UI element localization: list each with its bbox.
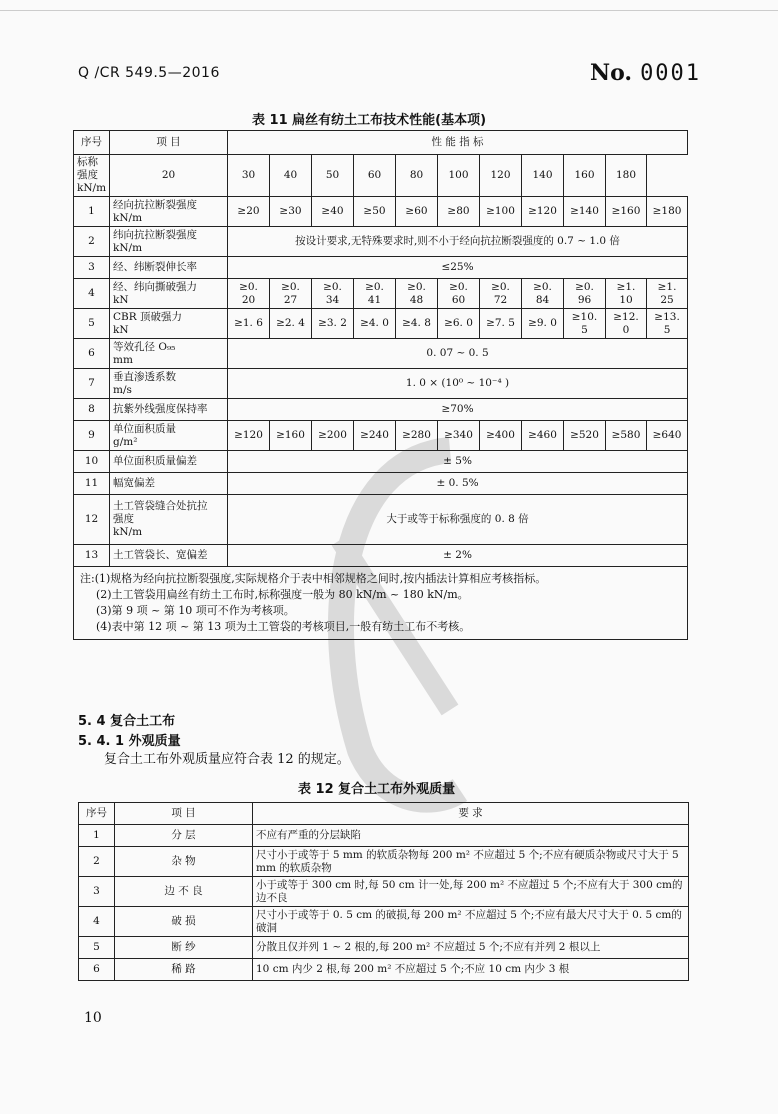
t11-merged-value: 0. 07 ~ 0. 5 — [228, 339, 688, 369]
t11-item-line: 土工管袋长、宽偏差 — [113, 549, 208, 561]
t11-row — [74, 257, 688, 279]
t12-requirement: 分散且仅并列 1 ~ 2 根的,每 200 m² 不应超过 5 个;不应有并列 2 根以上 — [253, 937, 689, 959]
t11-value: ≥60 — [396, 197, 438, 227]
t11-value: ≥200 — [312, 421, 354, 451]
t11-value: ≥2. 4 — [270, 309, 312, 339]
standard-number: Q /CR 549.5—2016 — [78, 65, 220, 81]
t11-value: ≥520 — [564, 421, 606, 451]
t11-merged-value: ± 2% — [228, 545, 688, 567]
t11-value: ≥460 — [522, 421, 564, 451]
t11-value: ≥340 — [438, 421, 480, 451]
t11-item-line: 单位面积质量偏差 — [113, 455, 197, 467]
t11-value: ≥6. 0 — [438, 309, 480, 339]
t11-nominal-value: 80 — [396, 155, 438, 197]
t11-item-line: 垂直渗透系数 — [113, 370, 176, 383]
t11-seq: 10 — [74, 451, 110, 473]
t11-seq: 8 — [74, 399, 110, 421]
t11-nominal-value: 140 — [522, 155, 564, 197]
t12-row — [79, 959, 689, 981]
t11-row — [74, 309, 688, 339]
t11-seq: 3 — [74, 257, 110, 279]
t11-nominal-value: 30 — [228, 155, 270, 197]
t11-value: ≥640 — [647, 421, 688, 451]
t11-item-line: 标称强度 — [77, 156, 98, 181]
t11-row — [74, 473, 688, 495]
t11-seq: 2 — [74, 227, 110, 257]
t11-item-line: g/m² — [113, 435, 138, 448]
t12-seq: 5 — [79, 937, 115, 959]
t11-nominal-value: 40 — [270, 155, 312, 197]
t11-merged-value: 按设计要求,无特殊要求时,则不小于经向抗拉断裂强度的 0.7 ~ 1.0 倍 — [228, 227, 688, 257]
t11-item-line: 强度 — [113, 513, 134, 525]
t11-item-line: m/s — [113, 383, 132, 396]
t11-row — [74, 495, 688, 545]
t12-item: 杂 物 — [115, 847, 253, 877]
t11-value: ≥100 — [480, 197, 522, 227]
serial-label: No. — [590, 60, 633, 86]
t11-item-line: kN/m — [77, 182, 107, 194]
t12-seq: 1 — [79, 825, 115, 847]
t11-value: ≥4. 0 — [354, 309, 396, 339]
t11-value: ≥0. 20 — [228, 279, 270, 309]
t12-header-req: 要 求 — [253, 803, 689, 825]
t11-item-line: 经向抗拉断裂强度 — [113, 198, 197, 211]
t12-requirement: 不应有严重的分层缺陷 — [253, 825, 689, 847]
t11-row — [74, 197, 688, 227]
t11-value: ≥0. 60 — [438, 279, 480, 309]
t11-value: ≥120 — [228, 421, 270, 451]
t11-value: ≥10. 5 — [564, 309, 606, 339]
t11-nominal-value: 160 — [564, 155, 606, 197]
table11-caption: 表 11 扁丝有纺土工布技术性能(基本项) — [252, 113, 487, 128]
t11-value: ≥0. 48 — [396, 279, 438, 309]
t12-requirement: 尺寸小于或等于 5 mm 的软质杂物每 200 m² 不应超过 5 个;不应有硬质杂物或尺寸大于 5 mm 的软质杂物 — [253, 847, 689, 877]
t11-item-line: 幅宽偏差 — [113, 477, 155, 489]
t11-value: ≥12. 0 — [606, 309, 647, 339]
t11-value: ≥1. 10 — [606, 279, 647, 309]
t11-item-line: 经、纬向撕破强力 — [113, 280, 197, 293]
t11-seq: 7 — [74, 369, 110, 399]
t11-item-name — [110, 279, 228, 309]
t12-requirement: 小于或等于 300 cm 时,每 50 cm 计一处,每 200 m² 不应超过 5 个;不应有大于 300 cm的边不良 — [253, 877, 689, 907]
t11-nominal-value: 50 — [312, 155, 354, 197]
t11-item-line: 经、纬断裂伸长率 — [113, 261, 197, 273]
t12-seq: 4 — [79, 907, 115, 937]
t11-value: ≥1. 6 — [228, 309, 270, 339]
t12-seq: 6 — [79, 959, 115, 981]
t11-value: ≥400 — [480, 421, 522, 451]
t11-item-name — [110, 257, 228, 279]
t11-seq: 9 — [74, 421, 110, 451]
t12-item: 分 层 — [115, 825, 253, 847]
t11-value: ≥140 — [564, 197, 606, 227]
t11-item-name — [110, 197, 228, 227]
t11-notes — [74, 567, 688, 640]
t11-row — [74, 227, 688, 257]
t11-item-name — [110, 451, 228, 473]
t11-item-line: kN/m — [113, 241, 143, 254]
t11-seq: 13 — [74, 545, 110, 567]
t11-item-line: kN/m — [113, 211, 143, 224]
t12-row — [79, 847, 689, 877]
t11-value: ≥0. 96 — [564, 279, 606, 309]
t11-value: ≥7. 5 — [480, 309, 522, 339]
t12-header-seq: 序号 — [79, 803, 115, 825]
t11-item-name — [110, 399, 228, 421]
t11-header-item: 项 目 — [110, 131, 228, 155]
t12-row — [79, 825, 689, 847]
t11-value: ≥3. 2 — [312, 309, 354, 339]
t11-row — [74, 279, 688, 309]
t11-item-line: 抗紫外线强度保持率 — [113, 403, 208, 415]
t11-merged-value: ≥70% — [228, 399, 688, 421]
t11-value: ≥0. 84 — [522, 279, 564, 309]
top-rule — [0, 10, 778, 11]
t11-seq: 1 — [74, 197, 110, 227]
t11-merged-value: ≤25% — [228, 257, 688, 279]
t11-item-name — [110, 309, 228, 339]
t11-seq: 6 — [74, 339, 110, 369]
t12-row — [79, 937, 689, 959]
serial-value: 0001 — [640, 61, 702, 86]
t11-note-2: (2)土工管袋用扁丝有纺土工布时,标称强度一般为 80 kN/m ~ 180 kN/m。 — [96, 588, 469, 601]
t11-seq: 4 — [74, 279, 110, 309]
t11-header-spec: 性 能 指 标 — [228, 131, 688, 155]
t11-nominal-value: 20 — [110, 155, 228, 197]
t11-row — [74, 369, 688, 399]
t11-value: ≥120 — [522, 197, 564, 227]
t11-value: ≥0. 41 — [354, 279, 396, 309]
t12-header-item: 项 目 — [115, 803, 253, 825]
t11-note-1: 注:(1)规格为经向抗拉断裂强度,实际规格介于表中相邻规格之间时,按内插法计算相应考核指标。 — [80, 572, 547, 585]
t11-seq: 11 — [74, 473, 110, 495]
t11-item-line: kN/m — [113, 526, 143, 538]
t11-item-name — [110, 473, 228, 495]
t11-value: ≥180 — [647, 197, 688, 227]
t11-value: ≥580 — [606, 421, 647, 451]
t11-item-line: kN — [113, 293, 129, 306]
t11-value: ≥160 — [270, 421, 312, 451]
t11-row — [74, 421, 688, 451]
t11-seq: 5 — [74, 309, 110, 339]
t11-row — [74, 339, 688, 369]
t11-value: ≥0. 72 — [480, 279, 522, 309]
t11-item-name — [110, 369, 228, 399]
t11-item-line: mm — [113, 353, 133, 366]
t11-merged-value: 1. 0 × (10⁰ ~ 10⁻⁴ ) — [228, 369, 688, 399]
t11-value: ≥280 — [396, 421, 438, 451]
t11-item-name — [110, 339, 228, 369]
t12-item: 稀 路 — [115, 959, 253, 981]
t11-note-4: (4)表中第 12 项 ~ 第 13 项为土工管袋的考核项目,一般有纺土工布不考核。 — [96, 620, 471, 633]
t11-value: ≥40 — [312, 197, 354, 227]
t12-item: 断 纱 — [115, 937, 253, 959]
t12-item: 破 损 — [115, 907, 253, 937]
t11-item-name — [110, 421, 228, 451]
t11-row — [74, 545, 688, 567]
t11-nominal-value: 100 — [438, 155, 480, 197]
t11-item-line: CBR 顶破强力 — [113, 310, 182, 323]
t11-item-name — [110, 227, 228, 257]
t11-value: ≥240 — [354, 421, 396, 451]
t12-requirement: 尺寸小于或等于 0. 5 cm 的破损,每 200 m² 不应超过 5 个;不应有最大尺寸大于 0. 5 cm的破洞 — [253, 907, 689, 937]
table11 — [73, 130, 688, 640]
t11-value: ≥1. 25 — [647, 279, 688, 309]
t11-item-line: 土工管袋缝合处抗拉 — [113, 500, 208, 512]
t11-nominal-value: 180 — [606, 155, 647, 197]
t12-row — [79, 907, 689, 937]
t11-value: ≥160 — [606, 197, 647, 227]
t11-value: ≥50 — [354, 197, 396, 227]
t11-nominal-value: 60 — [354, 155, 396, 197]
t11-merged-value: 大于或等于标称强度的 0. 8 倍 — [228, 495, 688, 545]
t11-merged-value: ± 5% — [228, 451, 688, 473]
t11-value: ≥4. 8 — [396, 309, 438, 339]
t11-nominal-value: 120 — [480, 155, 522, 197]
t11-merged-value: ± 0. 5% — [228, 473, 688, 495]
t11-value: ≥13. 5 — [647, 309, 688, 339]
t11-value: ≥30 — [270, 197, 312, 227]
t11-note-3: (3)第 9 项 ~ 第 10 项可不作为考核项。 — [96, 604, 295, 617]
t11-seq: 12 — [74, 495, 110, 545]
t11-header-seq: 序号 — [74, 131, 110, 155]
t11-value: ≥80 — [438, 197, 480, 227]
section-paragraph: 复合土工布外观质量应符合表 12 的规定。 — [104, 752, 350, 767]
t12-seq: 2 — [79, 847, 115, 877]
table12-caption: 表 12 复合土工布外观质量 — [298, 782, 456, 797]
t11-item-line: 等效孔径 O₉₅ — [113, 340, 176, 353]
t11-row — [74, 399, 688, 421]
t11-value: ≥0. 27 — [270, 279, 312, 309]
section-5-4-1-heading: 5. 4. 1 外观质量 — [78, 734, 181, 749]
t12-seq: 3 — [79, 877, 115, 907]
t11-item-name — [110, 495, 228, 545]
table12 — [78, 802, 689, 981]
t12-item: 边 不 良 — [115, 877, 253, 907]
t11-item-line: 纬向抗拉断裂强度 — [113, 228, 197, 241]
t12-row — [79, 877, 689, 907]
t11-row — [74, 451, 688, 473]
page-number: 10 — [84, 1010, 102, 1026]
t11-item-name — [110, 545, 228, 567]
t12-requirement: 10 cm 内少 2 根,每 200 m² 不应超过 5 个;不应 10 cm 内少 3 根 — [253, 959, 689, 981]
t11-value: ≥9. 0 — [522, 309, 564, 339]
t11-item-line: kN — [113, 323, 129, 336]
section-5-4-heading: 5. 4 复合土工布 — [78, 714, 176, 729]
t11-value: ≥20 — [228, 197, 270, 227]
serial-number — [590, 60, 701, 86]
t11-item-name — [74, 155, 110, 197]
t11-value: ≥0. 34 — [312, 279, 354, 309]
t11-item-line: 单位面积质量 — [113, 422, 176, 435]
